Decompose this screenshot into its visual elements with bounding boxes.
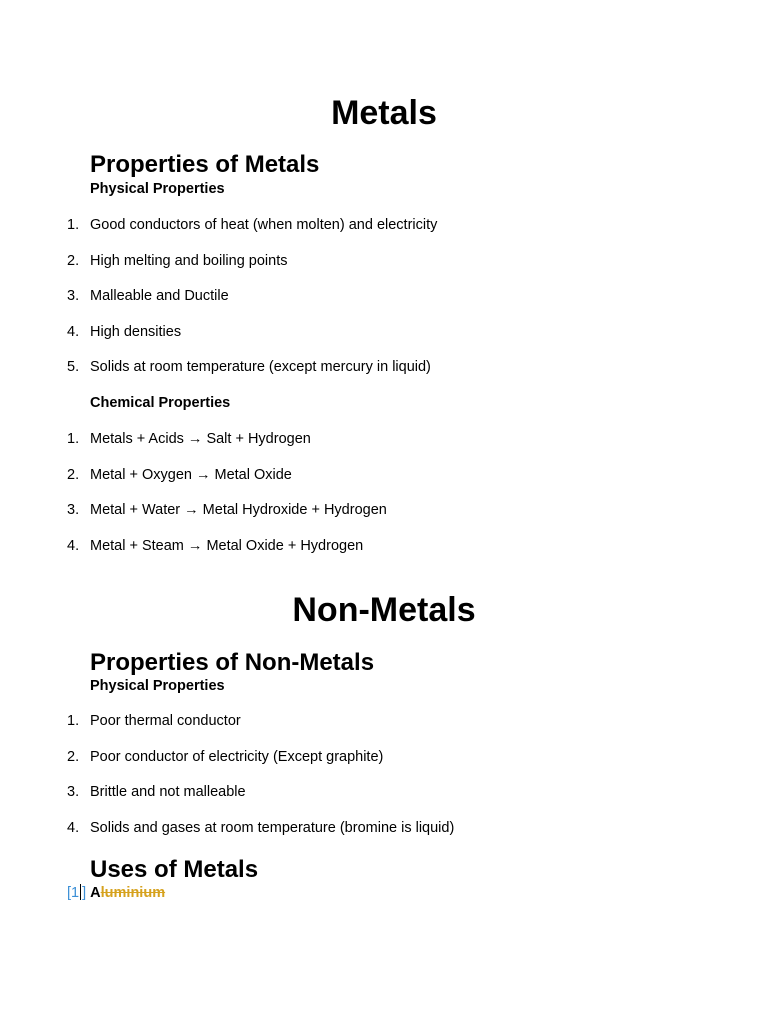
list-number: 2. — [67, 748, 80, 765]
list-text: Metal + Oxygen → Metal Oxide — [90, 466, 292, 483]
non-metals-physical-properties-heading: Physical Properties — [90, 678, 225, 694]
comment-reference-close[interactable]: ] — [82, 885, 87, 901]
list-text: Poor thermal conductor — [90, 713, 241, 729]
metals-chemical-properties-heading: Chemical Properties — [90, 395, 231, 411]
list-text: High melting and boiling points — [90, 252, 288, 269]
list-text: High densities — [90, 323, 182, 340]
list-number: 4. — [67, 323, 80, 340]
properties-of-metals-heading: Properties of Metals — [90, 151, 320, 178]
metals-physical-properties-heading: Physical Properties — [90, 181, 225, 197]
deleted-text[interactable]: luminium — [100, 885, 166, 901]
non-metals-title: Non-Metals — [292, 591, 476, 629]
list-text: Brittle and not malleable — [90, 784, 246, 801]
metals-title: Metals — [331, 94, 437, 132]
list-number: 2. — [67, 252, 80, 269]
list-number: 1. — [67, 713, 80, 729]
list-number: 1. — [67, 217, 80, 233]
properties-of-non-metals-heading: Properties of Non-Metals — [90, 649, 375, 676]
list-text: Solids at room temperature (except mercury in liquid) — [90, 359, 431, 376]
list-text: Malleable and Ductile — [90, 288, 229, 305]
list-text: Metal + Steam → Metal Oxide + Hydrogen — [90, 537, 364, 554]
list-text: Good conductors of heat (when molten) and electricity — [90, 217, 438, 233]
list-text: Solids and gases at room temperature (bromine is liquid) — [90, 819, 455, 836]
list-number: 3. — [67, 784, 80, 801]
list-number: 4. — [67, 819, 80, 836]
list-text: Poor conductor of electricity (Except graphite) — [90, 748, 384, 765]
list-number: 5. — [67, 359, 80, 376]
list-number: 4. — [67, 537, 80, 554]
inserted-text[interactable]: A — [90, 885, 101, 901]
uses-of-metals-heading: Uses of Metals — [90, 856, 259, 883]
list-text: Metal + Water → Metal Hydroxide + Hydrogen — [90, 502, 387, 519]
list-number: 1. — [67, 431, 80, 447]
list-text: Metals + Acids → Salt + Hydrogen — [90, 431, 311, 447]
comment-reference-open[interactable]: [1 — [67, 885, 80, 901]
list-number: 2. — [67, 466, 80, 483]
list-number: 3. — [67, 502, 80, 519]
tracked-change-line[interactable] — [67, 884, 165, 902]
text-cursor — [80, 884, 81, 900]
list-number: 3. — [67, 288, 80, 305]
